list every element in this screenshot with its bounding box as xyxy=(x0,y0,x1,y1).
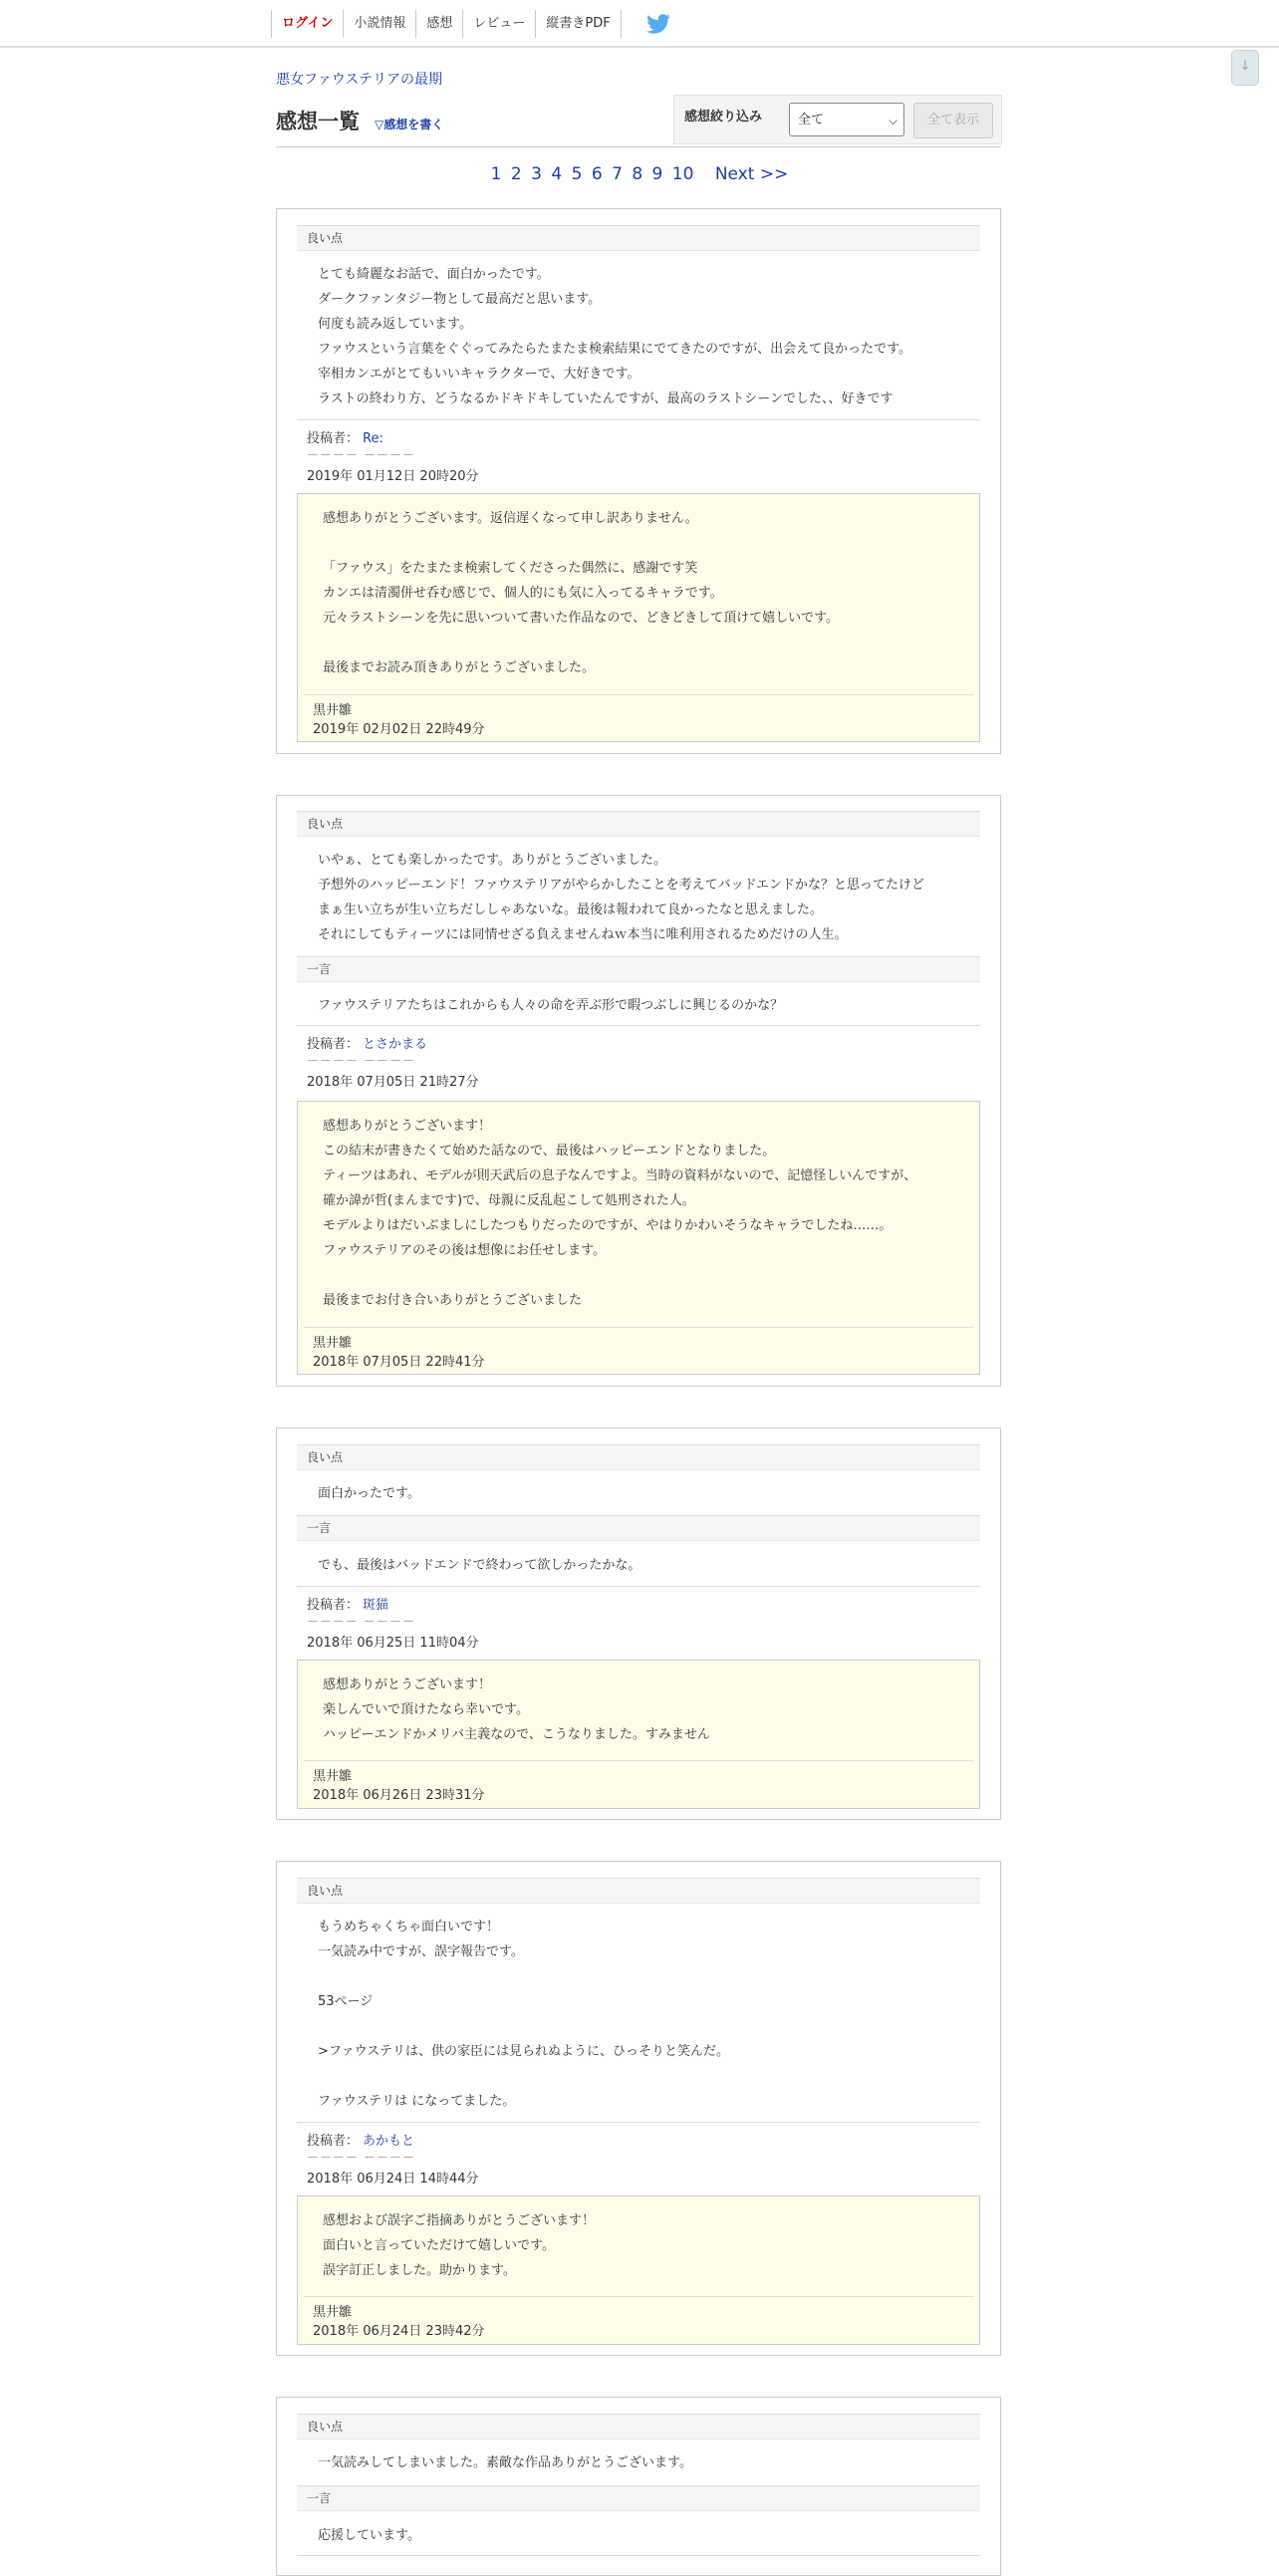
good-points-header: 良い点 xyxy=(297,811,980,837)
poster-line xyxy=(307,427,384,446)
page-link-5[interactable]: 5 xyxy=(571,164,583,184)
review-comment-text: ファウステリアたちはこれからも人々の命を弄ぶ形で暇つぶしに興じるのかな？ xyxy=(318,998,784,1013)
twitter-icon[interactable] xyxy=(645,11,671,37)
reply-text: 感想ありがとうございます！ 楽しんでいで頂けたなら幸いです。 ハッピーエンドかメリバ主義なので、こうなりました。すみません xyxy=(323,1677,710,1742)
reply-author: 黒井雛 xyxy=(313,2305,353,2320)
reply-text: 感想ありがとうございます！ この結末が書きたくて始めた話なので、最後はハッピーエンドとなりました。 ティーツはあれ、モデルが則天武后の息子なんですよ。当時の資料がないので、記憶怪しいんですが、 確か諱が哲(まんまです)で、母親に反乱起こして処刑された人。 モデルよりはだいぶましにしたつもりだったのですが、やはりかわいそうなキャラでしたね……。 ファウステリアのその後は想像にお任せします。 最後までお付き合いありがとうございました xyxy=(323,1119,917,1308)
show-all-button[interactable]: 全て表示 xyxy=(913,103,993,138)
poster-line xyxy=(307,1033,427,1052)
review-good-text: 面白かったです。 xyxy=(318,1486,420,1501)
poster-name-link[interactable]: Re: xyxy=(363,431,384,446)
write-impression-link[interactable]: ▽感想を書く xyxy=(375,118,444,131)
review-good-text: もうめちゃくちゃ面白いです！ 一気読み中ですが、誤字報告です。 53ページ >ファウステリは、供の家臣には見られぬように、ひっそりと笑んだ。 ファウステリは になってました。 xyxy=(318,1920,729,2109)
page-link-8[interactable]: 8 xyxy=(632,164,643,184)
good-points-header: 良い点 xyxy=(297,225,980,251)
review-comment-text: でも、最後はバッドエンドで終わって欲しかったかな。 xyxy=(318,1558,641,1573)
reply-divider xyxy=(304,1327,973,1328)
review-date: 2018年 06月25日 11時04分 xyxy=(307,1636,479,1651)
poster-line xyxy=(307,2130,414,2149)
reply-divider xyxy=(304,2296,973,2297)
page-link-10[interactable]: 10 xyxy=(671,164,694,184)
poster-dashes: －－－－ －－－－ xyxy=(307,1615,415,1629)
reply-date: 2018年 06月26日 23時31分 xyxy=(313,1788,485,1803)
novel-title-link[interactable]: 悪女ファウステリアの最期 xyxy=(276,72,443,88)
author-reply xyxy=(297,1101,980,1375)
poster-name-link[interactable]: あかもと xyxy=(363,2134,415,2149)
page-link-4[interactable]: 4 xyxy=(551,164,563,184)
review-date: 2018年 06月24日 14時44分 xyxy=(307,2172,479,2187)
review-good-text: とても綺麗なお話で、面白かったです。 ダークファンタジー物として最高だと思います。 何度も読み返しています。 ファウスという言葉をぐぐってみたらたまたま検索結果にでてきたのですが、出会えて良かったです。 宰相カンエがとてもいいキャラクターで、大好きです。 ラストの終わり方、どうなるかドキドキしていたんですが、最高のラストシーンでした、、好きです xyxy=(318,267,912,406)
chevron-down-icon: ⌵ xyxy=(888,114,897,128)
nav-review-link[interactable]: レビュー xyxy=(462,10,535,38)
pagination xyxy=(0,164,1279,184)
nav-login-link[interactable]: ログイン xyxy=(271,10,343,38)
comment-header: 一言 xyxy=(297,1515,980,1541)
page-link-1[interactable]: 1 xyxy=(490,164,502,184)
reply-text: 感想および誤字ご指摘ありがとうございます！ 面白いと言っていただけて嬉しいです。 誤字訂正しました。助かります。 xyxy=(323,2213,596,2278)
review-date: 2019年 01月12日 20時20分 xyxy=(307,469,479,484)
page-link-9[interactable]: 9 xyxy=(651,164,663,184)
reply-date: 2018年 06月24日 23時42分 xyxy=(313,2324,485,2339)
reply-author: 黒井雛 xyxy=(313,1336,353,1351)
poster-label: 投稿者： xyxy=(307,1037,360,1052)
section-divider xyxy=(297,419,980,420)
poster-line xyxy=(307,1594,388,1613)
author-reply xyxy=(297,2195,980,2345)
good-points-header: 良い点 xyxy=(297,1444,980,1470)
section-divider xyxy=(297,2555,980,2556)
page-link-7[interactable]: 7 xyxy=(612,164,623,184)
top-nav xyxy=(271,10,671,38)
page-link-3[interactable]: 3 xyxy=(531,164,542,184)
reply-author: 黒井雛 xyxy=(313,703,353,718)
reply-author: 黒井雛 xyxy=(313,1769,353,1784)
section-divider xyxy=(297,2122,980,2123)
poster-label: 投稿者： xyxy=(307,1598,360,1613)
poster-label: 投稿者： xyxy=(307,431,360,446)
review-card xyxy=(276,1861,1001,2356)
section-divider xyxy=(297,1025,980,1026)
filter-label: 感想絞り込み xyxy=(684,110,763,125)
poster-dashes: －－－－ －－－－ xyxy=(307,2151,415,2165)
reply-date: 2019年 02月02日 22時49分 xyxy=(313,722,485,737)
section-divider xyxy=(297,1586,980,1587)
good-points-header: 良い点 xyxy=(297,2414,980,2440)
review-good-text: 一気読みしてしまいました。素敵な作品ありがとうございます。 xyxy=(318,2455,692,2470)
review-card xyxy=(276,2397,1001,2576)
review-card xyxy=(276,795,1001,1387)
scroll-down-button[interactable]: ↓ xyxy=(1231,50,1259,86)
next-page-link[interactable]: Next >> xyxy=(714,164,789,184)
review-comment-text: 応援しています。 xyxy=(318,2528,420,2543)
filter-select[interactable] xyxy=(789,103,904,136)
author-reply xyxy=(297,493,980,742)
comment-header: 一言 xyxy=(297,956,980,982)
review-date: 2018年 07月05日 21時27分 xyxy=(307,1075,479,1090)
review-good-text: いやぁ、とても楽しかったです。ありがとうございました。 予想外のハッピーエンド！ファウステリアがやらかしたことを考えてバッドエンドかな？と思ってたけど まぁ生い立ちが生い立ちだししゃあないな。最後は報われて良かったなと思えました。 それにしてもティーツには同情せざる負えませんねｗ本当に唯利用されるためだけの人生。 xyxy=(318,853,925,942)
poster-name-link[interactable]: とさかまる xyxy=(363,1037,428,1052)
filter-panel xyxy=(673,95,1002,144)
filter-select-value: 全て xyxy=(798,113,825,128)
reply-divider xyxy=(304,1760,973,1761)
good-points-header: 良い点 xyxy=(297,1878,980,1904)
page-link-6[interactable]: 6 xyxy=(591,164,603,184)
author-reply xyxy=(297,1660,980,1809)
review-card xyxy=(276,208,1001,754)
page-link-2[interactable]: 2 xyxy=(510,164,522,184)
reply-divider xyxy=(304,694,973,695)
reply-date: 2018年 07月05日 22時41分 xyxy=(313,1355,485,1370)
poster-dashes: －－－－ －－－－ xyxy=(307,1054,415,1068)
nav-vertical-pdf-link[interactable]: 縦書きPDF xyxy=(535,10,621,38)
comment-header: 一言 xyxy=(297,2485,980,2511)
header-divider xyxy=(276,146,1001,147)
page-title: 感想一覧 xyxy=(276,110,360,133)
top-bar xyxy=(0,0,1279,48)
nav-impressions-link[interactable]: 感想 xyxy=(415,10,462,38)
reply-text: 感想ありがとうございます。返信遅くなって申し訳ありません。 「ファウス」をたまたま検索してくださった偶然に、感謝です笑 カンエは清濁併せ呑む感じで、個人的にも気に入ってるキャラです。 元々ラストシーンを先に思いついて書いた作品なので、どきどきして頂けて嬉しいです。 最後までお読み頂きありがとうございました。 xyxy=(323,511,840,675)
review-card xyxy=(276,1427,1001,1820)
poster-dashes: －－－－ －－－－ xyxy=(307,448,415,462)
poster-label: 投稿者： xyxy=(307,2134,360,2149)
nav-novel-info-link[interactable]: 小説情報 xyxy=(343,10,415,38)
poster-name-link[interactable]: 斑猫 xyxy=(363,1598,389,1613)
